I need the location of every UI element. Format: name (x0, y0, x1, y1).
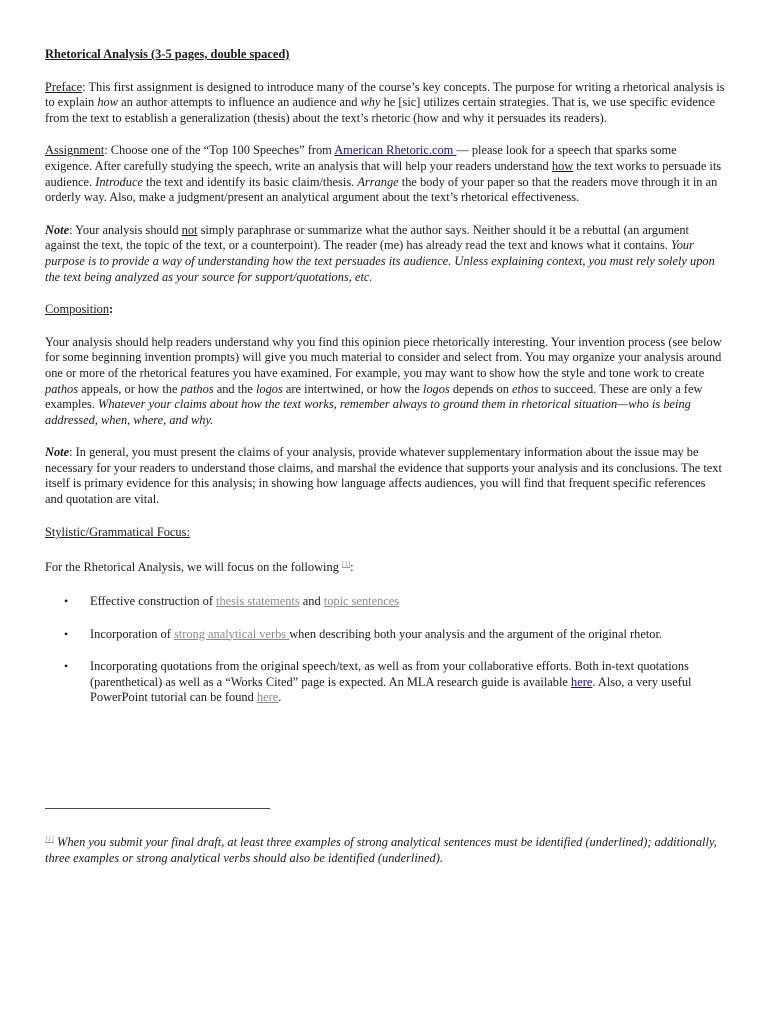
footnote: [1] When you submit your final draft, at least three examples of strong analytical sentences must be identified (underlined); additionally, three examples or strong analytical verbs should also be identified (underlined). (45, 835, 717, 865)
page-title: Rhetorical Analysis (3-5 pages, double spaced) (45, 47, 290, 61)
assignment-label: Assignment (45, 143, 105, 158)
american-rhetoric-link[interactable]: American Rhetoric.com (334, 143, 457, 158)
composition-paragraph: Your analysis should help readers understand why you find this opinion piece rhetorically interesting. Your invention process (see below for some beginning invention prompts) will give you much material to consider and select from. You may organize your analysis around one or more of the rhetorical features you have examined. For example, you may want to show how the style and tone work to create pathos appeals, or how the pathos and the logos are intertwined, or how the logos depends on ethos to succeed. These are only a few examples. Whatever your claims about how the text works, remember always to ground them in rhetorical situation—who is being addressed, when, where, and why. (45, 334, 722, 427)
list-item: • Incorporating quotations from the original speech/text, as well as from your collaborative efforts. Both in-text quotations (parenthetical) as well as a “Works Cited” page is expected. An MLA research guide is available here. Also, a very useful PowerPoint tutorial can be found here. (64, 659, 692, 705)
bullet-icon: • (64, 593, 69, 608)
footnote-reference-link[interactable]: [1] (342, 560, 351, 569)
note-label: Note (45, 445, 70, 460)
topic-sentences-link[interactable]: topic sentences (323, 593, 400, 608)
note-paragraph-1: Note: Your analysis should not simply paraphrase or summarize what the author says. Neither should it be a rebuttal (an argument against the text, the topic of the text, or a counterpoint). The reader (me) has already read the text and knows what it contains. Your purpose is to provide a way of understanding how the text persuades its audience. Unless explaining context, you must rely solely upon the text being analyzed as your source for support/quotations, etc. (45, 222, 715, 284)
composition-heading: Composition: (45, 302, 114, 317)
thesis-statements-link[interactable]: thesis statements (216, 593, 300, 608)
list-item: • Effective construction of thesis statements and topic sentences (64, 593, 400, 608)
list-item: • Incorporation of strong analytical verbs when describing both your analysis and the argument of the original rhetor. (64, 626, 663, 641)
note-paragraph-2: Note: In general, you must present the claims of your analysis, provide whatever supplementary information about the issue may be necessary for your readers to understand those claims, and marshal the evidence that supports your analysis and its conclusions. The text itself is primary evidence for this analysis; in showing how language affects audiences, you will find that frequent specific references and quotation are vital. (45, 445, 722, 507)
strong-analytical-verbs-link[interactable]: strong analytical verbs (173, 626, 290, 641)
mla-guide-link[interactable]: here (571, 674, 593, 689)
document-body (45, 47, 725, 723)
bullet-icon: • (64, 659, 69, 674)
footnote-divider (45, 808, 270, 809)
powerpoint-tutorial-link[interactable]: here (256, 690, 279, 705)
focus-list (45, 594, 725, 706)
bullet-icon: • (64, 626, 69, 641)
note-label: Note (45, 222, 70, 237)
preface-paragraph: Preface: This first assignment is designed to introduce many of the course’s key concepts. The purpose for writing a rhetorical analysis is to explain how an author attempts to influence an audience and why he [sic] utilizes certain strategies. That is, we use specific evidence from the text to establish a generalization (thesis) about the text’s rhetoric (how and why it persuades its readers). (45, 79, 725, 125)
assignment-paragraph: Assignment: Choose one of the “Top 100 Speeches” from American Rhetoric.com — please look for a speech that sparks some exigence. After carefully studying the speech, write an analysis that will help your readers understand how the text works to persuade its audience. Introduce the text and identify its basic claim/thesis. Arrange the body of your paper so that the readers move through it in an orderly way. Also, make a judgment/present an analytical argument about the text’s rhetorical effectiveness. (45, 143, 722, 205)
stylistic-heading: Stylistic/Grammatical Focus: (45, 524, 190, 539)
footnote-marker: [1] (45, 835, 54, 843)
stylistic-intro: For the Rhetorical Analysis, we will focus on the following [1]: (45, 560, 354, 575)
preface-label: Preface (45, 79, 83, 94)
